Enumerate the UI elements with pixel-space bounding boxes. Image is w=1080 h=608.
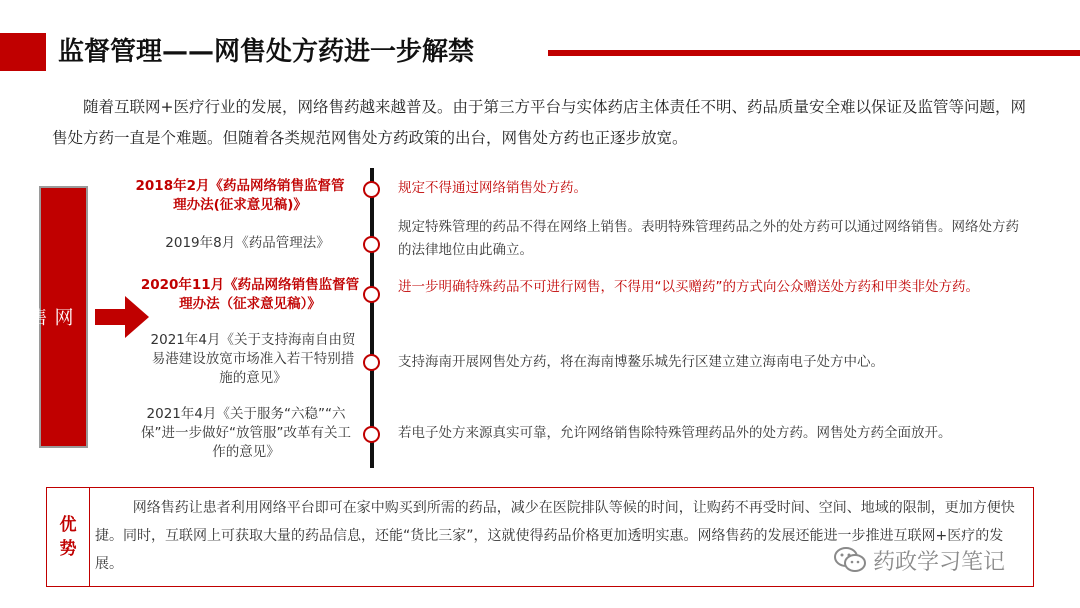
timeline-event-1-desc: 规定不得通过网络销售处方药。 [398, 180, 587, 196]
title-accent-bar [0, 33, 46, 71]
page-title: 监督管理——网售处方药进一步解禁 [58, 37, 475, 67]
timeline-node [363, 236, 380, 253]
advantage-label-char: 势 [59, 539, 77, 559]
advantage-text: 网络售药让患者利用网络平台即可在家中购买到所需的药品，减少在医院排队等候的时间，让购药不再受时间、空间、地域的限制，更加方便快捷。同时，互联网上可获取大量的药品信息，还能“货比三家”，这就使得药品价格更加透明实惠。网络售药的发展还能进一步推进互联网+医疗的发展。 [95, 500, 1015, 572]
timeline-node [363, 181, 380, 198]
development-label-char: 网 [51, 306, 74, 328]
timeline-event-1-title: 2018年2月《药品网络销售监督管理办法(征求意见稿)》 [135, 178, 345, 213]
development-label [0, 306, 76, 328]
development-label-box [0, 186, 88, 448]
intro-paragraph: 随着互联网+医疗行业的发展，网络售药越来越普及。由于第三方平台与实体药店主体责任不明、药品质量安全难以保证及监管等问题，网售处方药一直是个难题。但随着各类规范网售处方药政策的出台，网售处方药也正逐步放宽。 [52, 98, 1026, 147]
timeline-event-4-title: 2021年4月《关于支持海南自由贸易港建设放宽市场准入若干特别措施的意见》 [150, 332, 356, 386]
timeline-event-3-title: 2020年11月《药品网络销售监督管理办法（征求意见稿）》 [140, 277, 360, 312]
advantage-label-char: 优 [59, 515, 77, 535]
development-label-char: 处 [0, 306, 22, 328]
timeline-node [363, 286, 380, 303]
timeline-event-5-title: 2021年4月《关于服务“六稳”“六保”进一步做好“放管服”改革有关工作的意见》 [141, 406, 351, 460]
watermark [833, 543, 1005, 577]
wechat-icon [833, 545, 867, 575]
timeline-event-2-desc: 规定特殊管理的药品不得在网络上销售。表明特殊管理药品之外的处方药可以通过网络销售。网络处方药的法律地位由此确立。 [398, 219, 1019, 258]
timeline-event-3-desc: 进一步明确特殊药品不可进行网售，不得用“以买赠药”的方式向公众赠送处方药和甲类非处方药。 [398, 279, 979, 295]
advantage-label-cell [47, 488, 90, 586]
title-rule [548, 50, 1080, 56]
development-label-char: 售 [25, 306, 48, 328]
timeline-event-4-desc: 支持海南开展网售处方药，将在海南博鳌乐城先行区建立建立海南电子处方中心。 [398, 354, 884, 370]
timeline-node [363, 426, 380, 443]
advantage-label [59, 513, 77, 561]
watermark-text: 药政学习笔记 [873, 549, 1006, 575]
timeline-event-2-title: 2019年8月《药品管理法》 [165, 235, 330, 251]
timeline-node [363, 354, 380, 371]
timeline-event-5-desc: 若电子处方来源真实可靠，允许网络销售除特殊管理药品外的处方药。网售处方药全面放开。 [398, 425, 952, 441]
timeline-axis [370, 168, 374, 468]
